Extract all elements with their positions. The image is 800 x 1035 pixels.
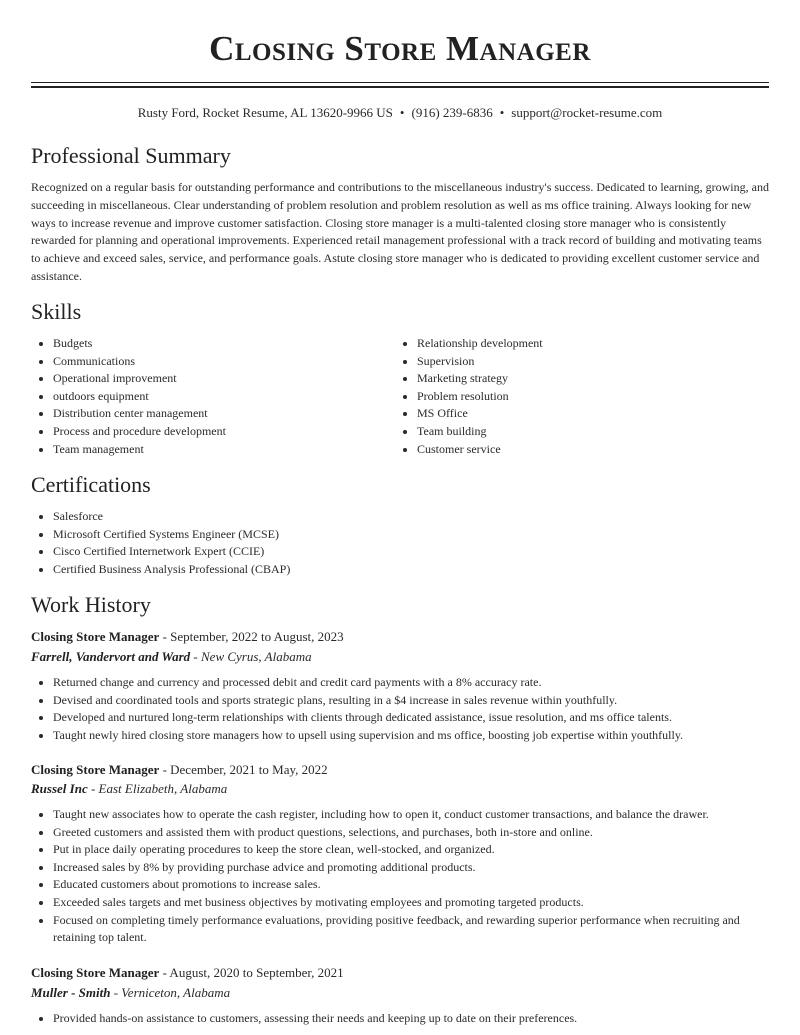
skill-item: • Problem resolution xyxy=(417,388,757,406)
skill-item: • Supervision xyxy=(417,353,757,371)
certification-item: • Certified Business Analysis Professional (CBAP) xyxy=(53,561,753,579)
job-title: Closing Store Manager xyxy=(31,965,160,980)
job-bullet: • Increased sales by 8% by providing purchase advice and promoting additional products. xyxy=(53,859,769,877)
skill-item: • outdoors equipment xyxy=(53,388,393,406)
skill-item: • Process and procedure development xyxy=(53,423,393,441)
job-header xyxy=(31,761,769,779)
skills-list-right xyxy=(395,335,757,458)
work-history-heading: Work History xyxy=(31,592,151,617)
contact-separator: • xyxy=(399,105,405,120)
summary-text: Recognized on a regular basis for outstanding performance and contributions to the miscellaneous industry's success. Dedicated to learning, growing, and succeeding in miscellaneous. Clear understanding of problem resolution and problem resolution as well as ms office training. Always looking for new ways to increase revenue and improve customer satisfaction. Closing store manager is a multi-talented closing store manager who is consistently rewarded for planning and operational improvements. Experienced retail management professional with a track record of building and motivating teams to achieve and exceed sales, service, and performance goals. Astute closing store manager who is dedicated to providing excellent customer service and assistance. xyxy=(31,180,769,283)
job-bullet: • Returned change and currency and processed debit and credit card payments with a 8% accuracy rate. xyxy=(53,674,769,692)
job-location: - Verniceton, Alabama xyxy=(113,985,231,1000)
skill-item: • MS Office xyxy=(417,405,757,423)
job-title: Closing Store Manager xyxy=(31,762,160,777)
skill-item: • Customer service xyxy=(417,441,757,459)
job-company: Muller - Smith xyxy=(31,985,111,1000)
job-bullet: • Educated customers about promotions to increase sales. xyxy=(53,876,769,894)
skill-item: • Marketing strategy xyxy=(417,370,757,388)
certification-item: • Cisco Certified Internetwork Expert (CCIE) xyxy=(53,543,753,561)
job-company: Russel Inc xyxy=(31,781,88,796)
job-title: Closing Store Manager xyxy=(31,629,160,644)
header-divider-thin xyxy=(31,82,769,83)
job-bullet: • Devised and coordinated tools and sports strategic plans, resulting in a $4 increase in sales revenue within youthfully. xyxy=(53,692,769,710)
job-location: - East Elizabeth, Alabama xyxy=(90,781,228,796)
certification-item: • Salesforce xyxy=(53,508,753,526)
job-employer xyxy=(31,648,769,666)
skill-item: • Communications xyxy=(53,353,393,371)
contact-line xyxy=(31,104,769,122)
skills-heading: Skills xyxy=(31,299,82,324)
job-bullets xyxy=(31,674,769,744)
job-header xyxy=(31,628,769,646)
job-bullet: • Provided hands-on assistance to customers, assessing their needs and keeping up to date on their preferences. xyxy=(53,1010,769,1028)
job-bullet: • Put in place daily operating procedures to keep the store clean, well-stocked, and organized. xyxy=(53,841,769,859)
certifications-list xyxy=(31,508,753,578)
job-bullet: • Taught newly hired closing store managers how to upsell using supervision and ms office, boosting job expertise within youthfully. xyxy=(53,727,769,745)
job-location: - New Cyrus, Alabama xyxy=(193,649,312,664)
skill-item: • Team building xyxy=(417,423,757,441)
job-bullet: • Greeted customers and assisted them with product questions, selections, and purchases, both in-store and online. xyxy=(53,824,769,842)
job-dates: - December, 2021 to May, 2022 xyxy=(162,762,328,777)
job-bullet: • Exceeded sales targets and met business objectives by motivating employees and promoting targeted products. xyxy=(53,894,769,912)
skill-item: • Relationship development xyxy=(417,335,757,353)
contact-phone: (916) 239-6836 xyxy=(411,105,493,120)
job-employer xyxy=(31,780,769,798)
certifications-heading: Certifications xyxy=(31,472,151,497)
job-dates: - September, 2022 to August, 2023 xyxy=(162,629,344,644)
job-dates: - August, 2020 to September, 2021 xyxy=(162,965,344,980)
job-header xyxy=(31,964,769,982)
header-divider-thick xyxy=(31,86,769,88)
job-employer xyxy=(31,984,769,1002)
job-company: Farrell, Vandervort and Ward xyxy=(31,649,191,664)
summary-heading: Professional Summary xyxy=(31,143,231,168)
contact-email: support@rocket-resume.com xyxy=(511,105,663,120)
skills-list-left xyxy=(31,335,393,458)
page-title: Closing Store Manager xyxy=(209,29,591,68)
contact-separator: • xyxy=(499,105,505,120)
job-bullet: • Developed and nurtured long-term relationships with clients through dedicated assistance, issue resolution, and ms office talents. xyxy=(53,709,769,727)
contact-address: Rusty Ford, Rocket Resume, AL 13620-9966 US xyxy=(137,105,393,120)
skill-item: • Budgets xyxy=(53,335,393,353)
skill-item: • Distribution center management xyxy=(53,405,393,423)
certification-item: • Microsoft Certified Systems Engineer (MCSE) xyxy=(53,526,753,544)
job-bullet: • Focused on completing timely performance evaluations, providing positive feedback, and rewarding superior performance when recruiting and retaining top talent. xyxy=(53,912,769,947)
job-bullet: • Taught new associates how to operate the cash register, including how to open it, conduct customer transactions, and balance the drawer. xyxy=(53,806,769,824)
job-bullets xyxy=(31,806,769,947)
job-bullets xyxy=(31,1010,769,1028)
skill-item: • Team management xyxy=(53,441,393,459)
skill-item: • Operational improvement xyxy=(53,370,393,388)
